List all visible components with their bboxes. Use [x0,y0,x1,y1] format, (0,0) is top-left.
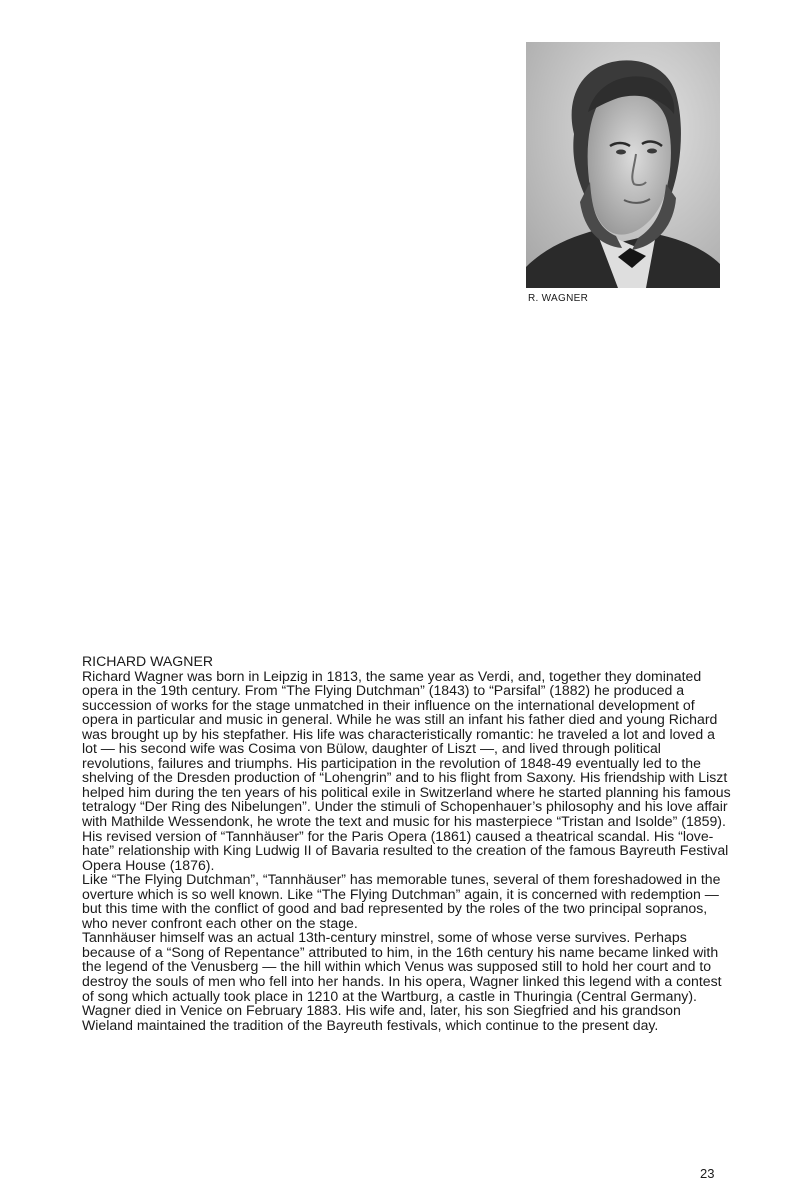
article-paragraph: Richard Wagner was born in Leipzig in 1813, the same year as Verdi, and, together they dominated opera in the 19th century. From “The Flying Dutchman” (1843) to “Parsifal” (1882) he produced a succession of works for the stage unmatched in their influence on the international development of opera in particular and music in general. While he was still an infant his father died and young Richard was brought up by his stepfather. His life was characteristically romantic: he traveled a lot and loved a lot — his second wife was Cosima von Bülow, daughter of Liszt —, and lived through political revolutions, failures and triumphs. His participation in the revolution of 1848-49 eventually led to the shelving of the Dresden production of “Lohengrin” and to his flight from Saxony. His friendship with Liszt helped him during the ten years of his political exile in Switzerland where he started planning his famous tetralogy “Der Ring des Nibelungen”. Under the stimuli of Schopenhauer’s philosophy and his love affair with Mathilde Wessendonk, he wrote the text and music for his masterpiece “Tristan and Isolde” (1859). His revised version of “Tannhäuser” for the Paris Opera (1861) caused a theatrical scandal. His “love-hate” relationship with King Ludwig II of Bavaria resulted to the creation of the famous Bayreuth Festival Opera House (1876). [82,667,731,873]
article-paragraph: Like “The Flying Dutchman”, “Tannhäuser” has memorable tunes, several of them foreshadowed in the overture which is so well known. Like “The Flying Dutchman” again, it is concerned with redemption — but this time with the conflict of good and bad represented by the roles of the two principal sopranos, who never confront each other on the stage. [82,871,721,931]
portrait-illustration [526,42,720,288]
page-number: 23 [700,1166,715,1181]
wagner-portrait [526,42,720,288]
article-heading: RICHARD WAGNER [82,653,214,669]
article-paragraph: Wagner died in Venice on February 1883. His wife and, later, his son Siegfried and his grandson Wieland maintained the tradition of the Bayreuth festivals, which continue to the present day. [82,1002,681,1033]
article [82,654,732,1032]
article-paragraph: Tannhäuser himself was an actual 13th-century minstrel, some of whose verse survives. Perhaps because of a “Song of Repentance” attributed to him, in the 16th century his name became linked with the legend of the Venusberg — the hill within which Venus was supposed still to hold her court and to destroy the souls of men who fell into her hands. In his opera, Wagner linked this legend with a contest of song which actually took place in 1210 at the Wartburg, a castle in Thuringia (Central Germany). [82,929,722,1004]
portrait-caption: R. WAGNER [528,293,589,304]
